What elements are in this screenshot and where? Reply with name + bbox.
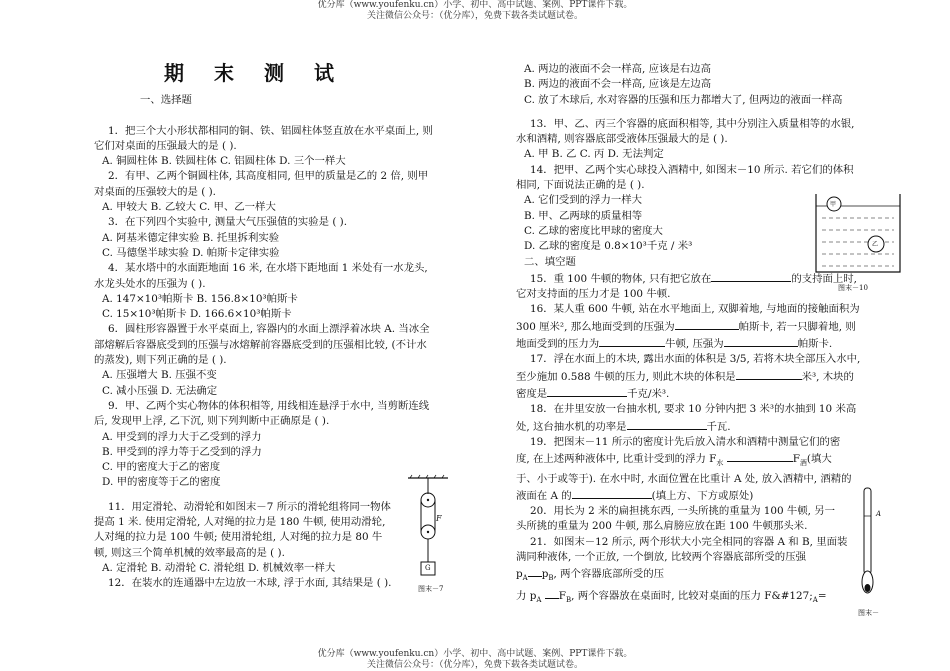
section-choice-heading: 一、选择题 (140, 94, 192, 107)
question-21-sub-b: B (548, 574, 554, 583)
question-11-stem: 11．用定滑轮、动滑轮和如图末－7 所示的滑轮组将同一物体提高 1 米. 使用定滑轮, 人对绳的拉力是 180 牛顿, 使用动滑轮, 人对绳的拉力是 100 牛顿; 使用滑轮组, 人对绳的拉力是 80 牛顿, 则这三个简单机械的效率最高的是 ( ). (94, 500, 391, 559)
pulley-diagram (406, 474, 450, 599)
question-21-pa: p (516, 568, 523, 581)
question-6-options-1: A. 压强增大 B. 压强不变 (102, 369, 217, 382)
question-19-text-3: (填大于、小于或等于). 在水中时, 水面位置在比重计 A 处, 放入酒精中, 酒精的液面在 A 的 (516, 453, 852, 502)
question-14-option-c: C. 乙球的密度比甲球的密度大 (524, 224, 663, 237)
figure-caption: 图末－ (858, 609, 879, 617)
question-9-option-c: C. 甲的密度大于乙的密度 (102, 461, 221, 474)
question-17-text-1: 17．浮在水面上的木块, 露出水面的体积是 3/5, 若将木块全部压入水中, 至少施加 0.588 牛顿的压力, 则此木块的体积是 (516, 353, 861, 383)
question-3-stem: 3．在下列四个实验中, 测量大气压强值的实验是 ( ). (108, 216, 348, 229)
question-16-text-1: 16．某人重 600 牛顿, 站在水平地面上, 双脚着地, 与地面的接触面积为 300 厘米², 那么地面受到的压强为 (516, 303, 860, 333)
question-11-options: A. 定滑轮 B. 动滑轮 C. 滑轮组 D. 机械效率一样大 (102, 561, 336, 574)
question-21-text-3: 力 p (516, 589, 537, 602)
header-line-1: 优分库（www.youfenku.cn）小学、初中、高中试题、案例、PPT课件下载。 (317, 0, 633, 10)
rope-force-label: F (436, 514, 442, 523)
answer-blank[interactable] (547, 385, 627, 397)
question-21-pb: p (541, 568, 549, 581)
answer-blank[interactable] (528, 565, 542, 577)
footer-line-1: 优分库（www.youfenku.cn）小学、初中、高中试题、案例、PPT课件下载。 (317, 649, 633, 659)
question-16 (516, 302, 862, 352)
ball-a-label: 甲 (830, 201, 837, 208)
question-16-text-3: 牛顿, 压强为 (665, 338, 724, 351)
ball-b-label: 乙 (872, 241, 879, 248)
header-line-2: 关注微信公众号：（优分库），免费下载各类试题试卷。 (366, 11, 583, 21)
figure-10-caption: 图末－10 (838, 284, 868, 292)
question-19-text-4: (填上方、下方或原处) (651, 489, 754, 502)
question-6-stem: 6．圆柱形容器置于水平桌面上, 容器内的水面上漂浮着冰块 A. 当冰全部熔解后容器底受到的压强与冰熔解前容器底受到的压强相比较, (不计水的蒸发), 则下列正确的是 ( ). (94, 323, 430, 367)
weight-label: G (425, 564, 431, 572)
question-12-option-a: A. 两边的液面不会一样高, 应该是右边高 (524, 63, 711, 75)
question-18-text-1: 18．在井里安放一台抽水机, 要求 10 分钟内把 3 米³的水抽到 10 米高处, 这台抽水机的功率是 (516, 403, 857, 433)
hydrometer-diagram (858, 486, 878, 596)
container-diagram (814, 192, 904, 278)
figure-7-caption: 图末－7 (418, 585, 444, 593)
question-21-text-1: 21．如图末－12 所示, 两个形状大小完全相同的容器 A 和 B, 里面装满同种液体, 一个正放, 一个倒放, 比较两个容器底部所受的压强 (516, 535, 848, 563)
question-15-text-1: 15．重 100 牛顿的物体, 只有把它放在 (530, 272, 712, 285)
question-9-option-d: D. 甲的密度等于乙的密度 (102, 476, 221, 489)
section-fill-heading: 二、填空题 (524, 255, 576, 268)
page-header (0, 0, 950, 22)
mark-a-label: A (876, 510, 882, 518)
answer-blank[interactable] (545, 587, 559, 599)
question-14-option-a: A. 它们受到的浮力一样大 (524, 194, 643, 207)
question-19 (516, 435, 862, 504)
question-15 (516, 270, 862, 303)
question-14-option-b: B. 甲、乙两球的质量相等 (524, 209, 643, 222)
question-9-stem: 9．甲、乙两个实心物体的体积相等, 用线相连悬浮于水中, 当剪断连线后, 发现甲上浮, 乙下沉, 则下列判断中正确原是 ( ). (94, 399, 430, 428)
left-column (94, 62, 434, 592)
answer-blank[interactable] (736, 368, 802, 380)
figure-10 (814, 192, 904, 296)
answer-blank[interactable] (711, 270, 791, 282)
question-21 (516, 535, 862, 608)
question-3-options-2: C. 马德堡半球实验 D. 帕斯卡定律实验 (102, 246, 280, 259)
question-19-text-2: F (792, 453, 800, 466)
footer-line-2: 关注微信公众号：（优分库），免费下载各类试题试卷。 (366, 660, 583, 670)
answer-blank[interactable] (675, 318, 739, 330)
answer-blank[interactable] (572, 487, 652, 499)
question-19-sub-1: 水 (716, 459, 724, 468)
question-9-option-b: B. 甲受到的浮力等于乙受到的浮力 (102, 445, 262, 458)
question-19-sub-2: 酒 (799, 459, 807, 468)
question-2-stem: 2．有甲、乙两个铜圆柱体, 其高度相同, 但甲的质量是乙的 2 倍, 则甲对桌面的压强较大的是 ( ). (94, 170, 429, 198)
question-15-text-2: 的支持面上时, 它对支持面的压力才是 100 牛顿. (516, 272, 857, 301)
question-4-options-2: C. 15×10³帕斯卡 D. 166.6×10³帕斯卡 (102, 308, 292, 321)
pulley-figure (406, 474, 450, 599)
question-3-options-1: A. 阿基米德定律实验 B. 托里拆利实验 (102, 231, 280, 244)
question-12-option-b: B. 两边的液面不会一样高, 应该是左边高 (524, 78, 712, 91)
question-12-option-c: C. 放了木球后, 水对容器的压强和压力都增大了, 但两边的液面一样高 (524, 93, 843, 106)
question-21-sub-5: A (812, 595, 818, 604)
question-14-stem: 14．把甲、乙两个实心球投入酒精中, 如图末－10 所示. 若它们的体积相同, 下面说法正确的是 ( ). (516, 163, 854, 192)
question-6-options-2: C. 减小压强 D. 无法确定 (102, 384, 218, 397)
figure-11 (858, 486, 888, 612)
question-21-text-2: , 两个容器底部所受的压 (553, 568, 665, 581)
question-21-text-5: , 两个容器放在桌面时, 比较对桌面的压力 F&#127; (571, 589, 813, 602)
question-16-text-2: 帕斯卡, 若一只脚着地, 则地面受到的压力为 (516, 320, 856, 351)
question-21-text-6: = (817, 589, 827, 602)
question-4-options-1: A. 147×10³帕斯卡 B. 156.8×10³帕斯卡 (102, 292, 298, 305)
question-17-text-3: 千克/米³. (627, 387, 670, 400)
answer-blank[interactable] (627, 418, 707, 430)
question-14-option-d: D. 乙球的密度是 0.8×10³千克 / 米³ (524, 240, 693, 253)
question-21-sub-a: A (522, 574, 528, 583)
question-1-options: A. 铜圆柱体 B. 铁圆柱体 C. 铝圆柱体 D. 三个一样大 (102, 155, 346, 168)
page-title: 期末测试 (164, 61, 364, 85)
question-17-text-2: 米³, 木块的密度是 (516, 370, 854, 400)
right-column (516, 62, 862, 608)
question-21-text-4: F (558, 589, 566, 602)
question-13-stem: 13．甲、乙、丙三个容器的底面积相等, 其中分别注入质量相等的水银, 水和酒精, 则容器底部受液体压强最大的是 ( ). (516, 117, 855, 146)
answer-blank[interactable] (727, 450, 793, 462)
question-17 (516, 352, 862, 402)
question-18 (516, 402, 862, 435)
question-19-text-1: 19．把图末－11 所示的密度计先后放入清水和酒精中测量它们的密度, 在上述两种液体中, 比重计受到的浮力 F (516, 435, 841, 466)
question-12-stem: 12．在装水的连通器中左边放一木球, 浮于水面, 其结果是 ( ). (108, 577, 392, 590)
answer-blank[interactable] (599, 335, 665, 347)
question-18-text-2: 千瓦. (706, 420, 731, 433)
question-21-sub-4: B (565, 595, 572, 604)
question-21-sub-3: A (536, 595, 542, 604)
answer-blank[interactable] (724, 335, 798, 347)
question-1-stem: 1．把三个大小形状都相同的铜、铁、铝圆柱体竖直放在水平桌面上, 则它们对桌面的压强最大的是 ( ). (94, 124, 433, 152)
question-16-text-4: 帕斯卡. (797, 338, 833, 351)
question-4-stem: 4．某水塔中的水面距地面 16 米, 在水塔下距地面 1 米处有一水龙头, 水龙头处水的压强为 ( ). (94, 262, 428, 290)
page-footer (0, 649, 950, 671)
question-9-option-a: A. 甲受到的浮力大于乙受到的浮力 (102, 430, 262, 443)
question-20: 20．用长为 2 米的扁担挑东西, 一头所挑的重量为 100 牛顿, 另一头所挑的重量为 200 牛顿, 那么肩膀应放在距 100 牛顿那头米. (516, 505, 836, 533)
question-2-options: A. 甲较大 B. 乙较大 C. 甲、乙一样大 (102, 201, 276, 214)
question-13-options: A. 甲 B. 乙 C. 丙 D. 无法判定 (524, 148, 664, 161)
